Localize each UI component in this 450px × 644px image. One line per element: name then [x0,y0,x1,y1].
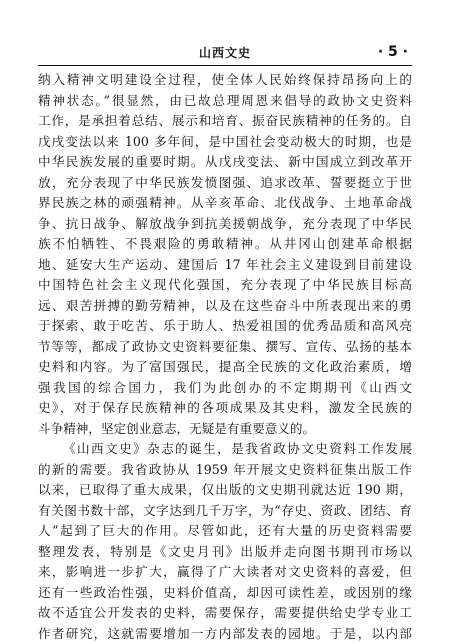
text-line: 还有一些政治性强，史料价值高，却因可读性差，或因别的缘 [38,583,412,604]
text-line: 的新的需要。我省政协从 1959 年开展文史资料征集出版工作 [38,460,412,481]
journal-title: 山西文史 [40,44,410,62]
text-line: 界民族之林的顽强精神。从辛亥革命、北伐战争、土地革命战 [38,193,412,214]
text-line: 有关图书数十部，文字达到几千万字，为“存史、资政、团结、育 [38,501,412,522]
page-number: · 5 · [378,43,408,61]
text-line: 精神状态。”很显然，由已故总理周恩来倡导的政协文史资料 [38,91,412,112]
text-line: 中华民族发展的重要时期。从戊戌变法、新中国成立到改革开 [38,152,412,173]
text-line: 地、延安大生产运动、建国后 17 年社会主义建设到目前建设 [38,255,412,276]
text-line: 节等等，都成了政协文史资料要征集、撰写、宣传、弘扬的基本 [38,337,412,358]
text-line: 故不适宜公开发表的史料，需要保存，需要提供给史学专业工 [38,603,412,624]
text-line: 纳入精神文明建设全过程，使全体人民始终保持昂扬向上的 [38,70,412,91]
text-line: 史》，对于保存民族精神的各项成果及其史料，激发全民族的 [38,398,412,419]
text-line: 史料和内容。为了富国强民，提高全民族的文化政治素质，增 [38,357,412,378]
text-line: 强我国的综合国力，我们为此创办的不定期期刊《山西文 [38,378,412,399]
text-line: 《山西文史》杂志的诞生，是我省政协文史资料工作发展 [38,439,412,460]
text-line: 工作，是承担着总结、展示和培育、振奋民族精神的任务的。自 [38,111,412,132]
text-line: 斗争精神，坚定创业意志，无疑是有重要意义的。 [38,419,412,440]
text-line: 来，影响进一步扩大，赢得了广大读者对文史资料的喜爱，但 [38,562,412,583]
text-line: 人”起到了巨大的作用。尽管如此，还有大量的历史资料需要 [38,521,412,542]
text-line: 作者研究，这就需要增加一方内部发表的园地。于是，以内部 [38,624,412,644]
text-line: 整理发表，特别是《文史月刊》出版并走向图书期刊市场以 [38,542,412,563]
text-line: 戊戌变法以来 100 多年间，是中国社会变动极大的时期，也是 [38,132,412,153]
text-line: 以来，已取得了重大成果，仅出版的文史期刊就达近 190 期， [38,480,412,501]
text-line: 远、艰苦拼搏的勤劳精神，以及在这些奋斗中所表现出来的勇 [38,296,412,317]
text-line: 放，充分表现了中华民族发愤图强、追求改革、誓要挺立于世 [38,173,412,194]
page-header [40,44,410,62]
body-text [38,70,412,644]
text-line: 争、抗日战争、解放战争到抗美援朝战争，充分表现了中华民 [38,214,412,235]
header-rule [38,65,412,66]
text-line: 于探索、敢于吃苦、乐于助人、热爱祖国的优秀品质和高风亮 [38,316,412,337]
text-line: 族不怕牺牲、不畏艰险的勇敢精神。从井冈山创建革命根据 [38,234,412,255]
text-line: 中国特色社会主义现代化强国，充分表现了中华民族目标高 [38,275,412,296]
